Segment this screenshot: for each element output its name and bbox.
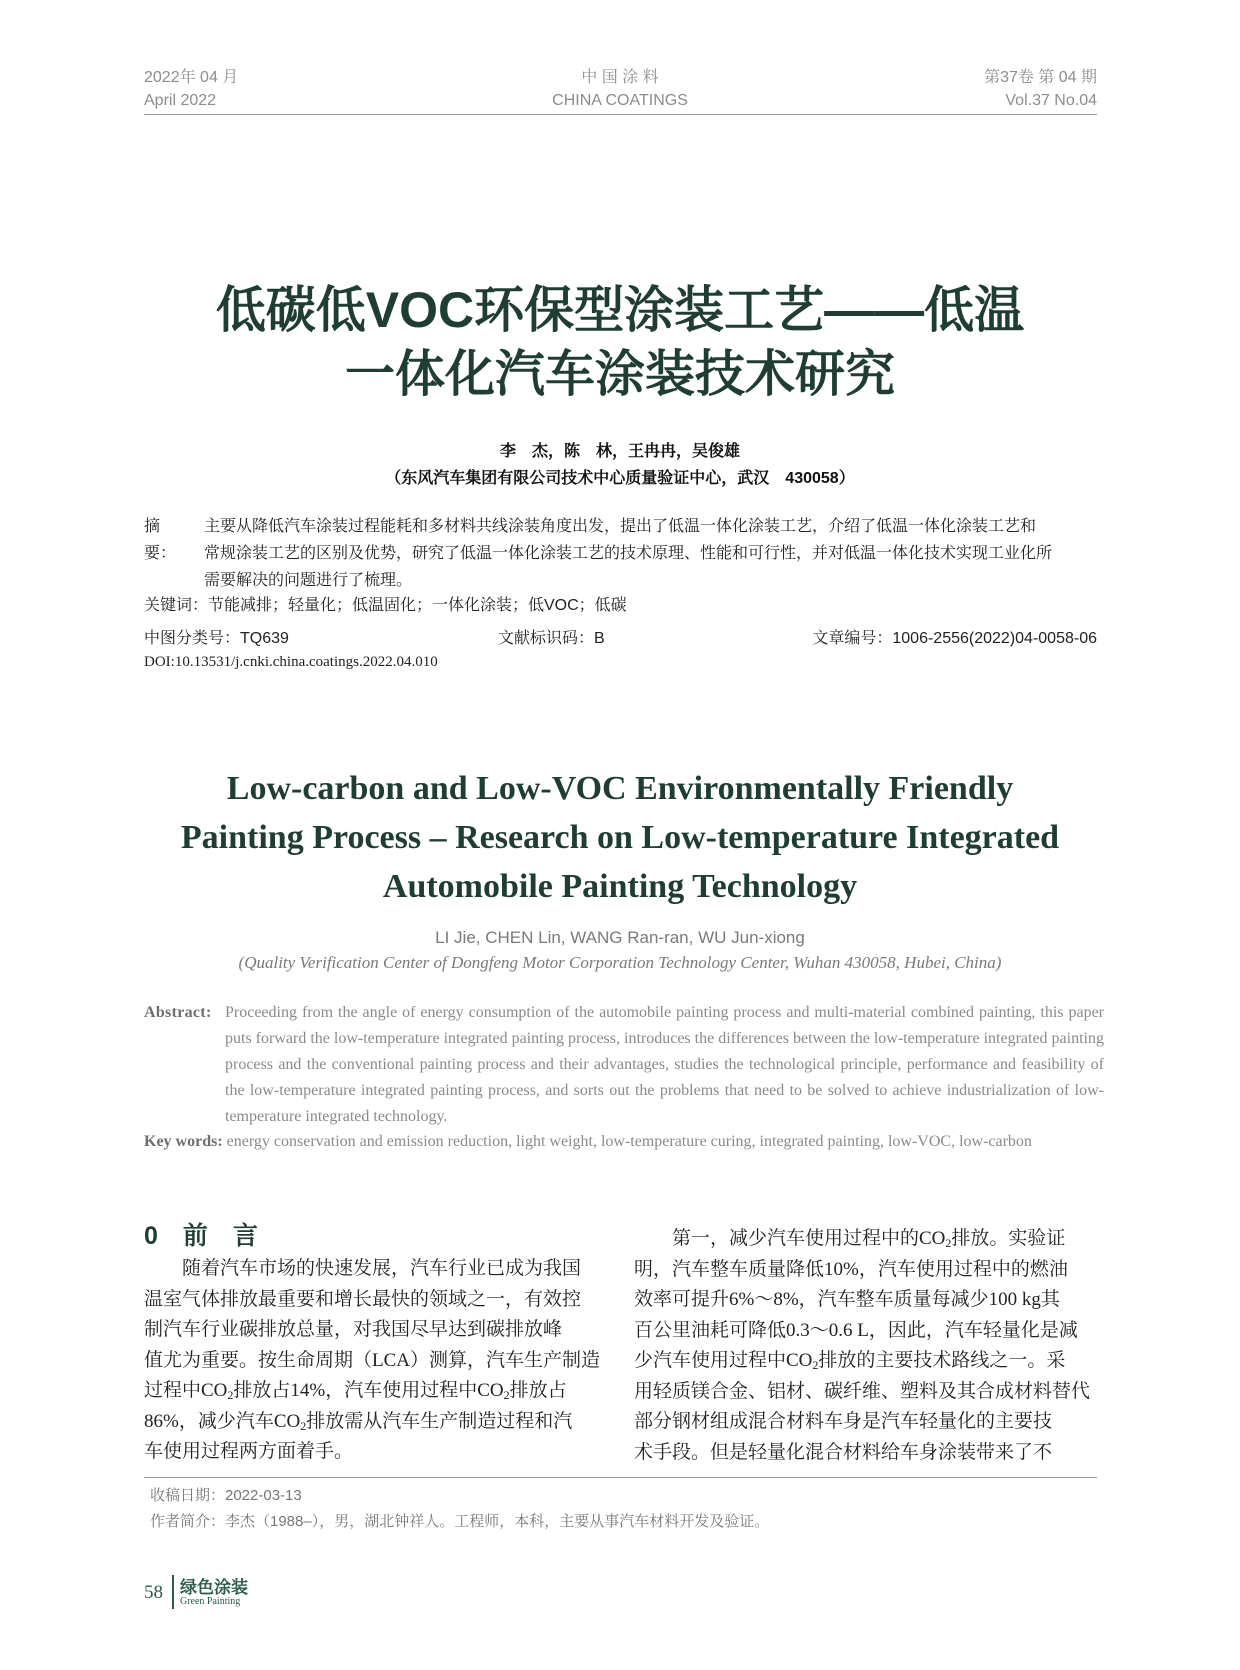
page-number: 58	[144, 1582, 163, 1603]
footer-divider	[172, 1575, 174, 1609]
en-title	[100, 764, 1140, 911]
header-journal-cn: 中 国 涂 料	[581, 69, 659, 86]
body-column-left	[144, 1254, 610, 1468]
body-line: 制汽车行业碳排放总量，对我国尽早达到碳排放峰	[144, 1319, 563, 1340]
cn-document-code: 文献标识码：B	[498, 630, 605, 647]
body-line: 术手段。但是轻量化混合材料给车身涂装带来了不	[634, 1441, 1053, 1463]
en-abstract	[144, 1000, 1104, 1130]
cn-abstract-line: 需要解决的问题进行了梳理。	[204, 572, 413, 589]
column-name-cn: 绿色涂装	[180, 1578, 248, 1597]
cn-abstract-line: 主要从降低汽车涂装过程能耗和多材料共线涂装角度出发，提出了低温一体化涂装工艺，介绍了低温一体化涂装工艺和	[204, 518, 1037, 535]
doi: DOI:10.13531/j.cnki.china.coatings.2022.04.010	[144, 654, 438, 670]
cn-abstract-line: 常规涂装工艺的区别及优势，研究了低温一体化涂装工艺的技术原理、性能和可行性，并对低温一体化技术实现工业化所	[204, 545, 1053, 562]
header-date-en: April 2022	[144, 92, 217, 109]
cn-article-number: 文章编号：1006-2556(2022)04-0058-06	[812, 630, 1097, 647]
body-line: 过程中$CO_2$排放占14%，汽车使用过程中$CO_2$排放占	[144, 1380, 567, 1402]
body-line: 随着汽车市场的快速发展，汽车行业已成为我国	[182, 1258, 582, 1279]
header-date-cn: 2022年 04 月	[144, 69, 239, 86]
section-heading: 0 前 言	[144, 1222, 258, 1250]
cn-title	[100, 278, 1140, 406]
body-line: 值尤为重要。按生命周期（LCA）测算，汽车生产制造	[144, 1349, 601, 1371]
header-volume	[984, 66, 1097, 112]
footnote-author-bio: 作者简介：李杰（1988–），男，湖北钟祥人。工程师，本科，主要从事汽车材料开发及验证。	[150, 1513, 770, 1530]
body-line: 百公里油耗可降低0.3～0.6 L，因此，汽车轻量化是减	[634, 1319, 1078, 1341]
en-title-line2: Painting Process – Research on Low-temperature Integrated	[180, 819, 1060, 856]
en-abstract-label: Abstract:	[144, 1004, 212, 1021]
cn-affiliation: （东风汽车集团有限公司技术中心质量验证中心，武汉 430058）	[385, 470, 855, 487]
body-line: 少汽车使用过程中$CO_2$排放的主要技术路线之一。采	[634, 1350, 1066, 1372]
header-volume-cn: 第37卷 第 04 期	[984, 69, 1097, 86]
cn-abstract-label: 摘 要：	[144, 518, 177, 562]
footnote-rule	[144, 1477, 1097, 1478]
header-journal	[500, 66, 740, 112]
en-title-line3: Automobile Painting Technology	[382, 868, 858, 905]
cn-keywords: 关键词：节能减排；轻量化；低温固化；一体化涂装；低VOC；低碳	[144, 597, 627, 614]
en-keywords-text: energy conservation and emission reduction, light weight, low-temperature curing, integrated painting, low-VOC, low-carbon	[226, 1133, 1032, 1150]
body-line: 86%，减少汽车$CO_2$排放需从汽车生产制造过程和汽	[144, 1410, 573, 1433]
footnote-received: 收稿日期：2022-03-13	[150, 1487, 302, 1504]
header-rule	[144, 114, 1097, 115]
body-line: 部分钢材组成混合材料车身是汽车轻量化的主要技	[634, 1411, 1053, 1432]
body-line: 车使用过程两方面着手。	[144, 1441, 354, 1462]
body-line: 温室气体排放最重要和增长最快的领域之一，有效控	[144, 1288, 582, 1310]
en-keywords	[144, 1133, 1104, 1151]
en-affiliation: (Quality Verification Center of Dongfeng Motor Corporation Technology Center, Wuhan 430058, Hubei, China)	[238, 953, 1002, 972]
body-line: 用轻质镁合金、铝材、碳纤维、塑料及其合成材料替代	[634, 1380, 1091, 1402]
column-name-en: Green Painting	[180, 1596, 241, 1607]
cn-title-line2: 一体化汽车涂装技术研究	[345, 346, 895, 402]
body-line: 第一，减少汽车使用过程中的$CO_2$排放。实验证	[672, 1228, 1066, 1250]
en-abstract-text: Proceeding from the angle of energy consumption of the automobile painting process and multi-material combined painting, this paper puts forward the low-temperature integrated painting process, introduces the differences between the low-temperature integrated painting process and the conventional painting process and their advantages, studies the technological principle, performance and feasibility of the low-temperature integrated painting process, and sorts out the problems that need to be solved to achieve industrialization of low-temperature integrated technology.	[225, 1004, 1104, 1125]
cn-clc-number: 中图分类号：TQ639	[144, 630, 289, 647]
header-journal-en: CHINA COATINGS	[552, 92, 688, 109]
body-column-right	[634, 1224, 1100, 1468]
cn-title-line1: 低碳低VOC环保型涂装工艺——低温	[215, 282, 1025, 338]
en-authors: LI Jie, CHEN Lin, WANG Ran-ran, WU Jun-xiong	[435, 928, 805, 947]
body-line: 效率可提升6%～8%，汽车整车质量每减少100 kg其	[634, 1289, 1060, 1310]
header-date	[144, 66, 238, 112]
cn-abstract	[144, 513, 1099, 594]
cn-authors: 李 杰，陈 林，王冉冉，吴俊雄	[499, 443, 740, 460]
header-volume-en: Vol.37 No.04	[1005, 92, 1097, 109]
en-keywords-label: Key words:	[144, 1133, 223, 1150]
body-line: 明，汽车整车质量降低10%，汽车使用过程中的燃油	[634, 1258, 1068, 1280]
en-title-line1: Low-carbon and Low-VOC Environmentally Friendly	[226, 770, 1014, 807]
